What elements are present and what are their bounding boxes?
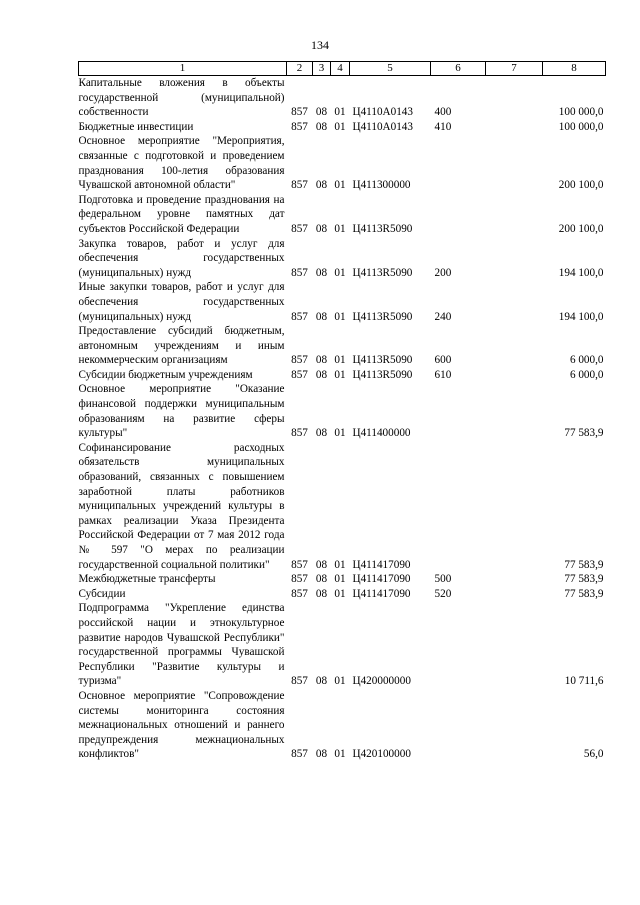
amount: 6 000,0 (569, 368, 604, 381)
table-row (79, 76, 606, 120)
subsection-code: 01 (334, 748, 346, 761)
section-code: 08 (315, 427, 328, 440)
admin-code: 857 (291, 354, 308, 367)
table-row (79, 134, 606, 192)
header-col-7: 7 (486, 62, 543, 76)
col-7-value (486, 134, 543, 192)
section-code: 08 (315, 266, 328, 279)
target-article-code: Ц411417090 (352, 587, 411, 600)
admin-code: 857 (291, 573, 308, 586)
target-article-code: Ц420100000 (352, 748, 411, 761)
amount: 77 583,9 (564, 587, 604, 600)
section-code: 08 (315, 573, 328, 586)
header-col-3: 3 (313, 62, 331, 76)
amount: 10 711,6 (564, 675, 604, 688)
table-header-row (79, 62, 606, 76)
admin-code: 857 (291, 266, 308, 279)
section-code: 08 (315, 675, 328, 688)
amount: 194 100,0 (558, 266, 604, 279)
amount: 194 100,0 (558, 310, 604, 323)
amount: 100 000,0 (558, 106, 604, 119)
section-code: 08 (315, 587, 328, 600)
row-name: Основное мероприятие "Мероприятия, связанные с подготовкой и проведением празднования 100-летия образования Чувашской автономной области" (78, 135, 285, 192)
amount: 200 100,0 (558, 222, 604, 235)
header-col-4: 4 (331, 62, 350, 76)
target-article-code: Ц411400000 (352, 427, 411, 440)
row-name: Субсидии бюджетным учреждениям (78, 368, 253, 381)
col-7-value (486, 368, 543, 383)
subsection-code: 01 (334, 558, 346, 571)
target-article-code: Ц4113R5090 (352, 266, 413, 279)
col-7-value (486, 441, 543, 572)
col-7-value (486, 572, 543, 587)
table-row (79, 237, 606, 281)
col-7-value (486, 382, 543, 440)
table-row (79, 587, 606, 602)
amount: 77 583,9 (564, 427, 604, 440)
row-name: Софинансирование расходных обязательств муниципальных образований, связанных с повышением заработной платы работников муниципальных учреждений культуры в рамках реализации Указа Президента Российской Федерации от 7 мая 2012 года № 597 "О мерах по реализации государственной социальной политики" (78, 441, 285, 571)
target-article-code: Ц411417090 (352, 573, 411, 586)
table-row (79, 441, 606, 572)
col-7-value (486, 193, 543, 237)
admin-code: 857 (291, 106, 308, 119)
col-7-value (486, 237, 543, 281)
subsection-code: 01 (334, 675, 346, 688)
col-7-value (486, 324, 543, 368)
admin-code: 857 (291, 675, 308, 688)
header-col-5: 5 (350, 62, 431, 76)
amount: 56,0 (583, 748, 604, 761)
subsection-code: 01 (334, 587, 346, 600)
section-code: 08 (315, 106, 328, 119)
target-article-code: Ц4113R5090 (352, 354, 413, 367)
header-col-1: 1 (79, 62, 287, 76)
subsection-code: 01 (334, 368, 346, 381)
subsection-code: 01 (334, 266, 346, 279)
section-code: 08 (315, 748, 328, 761)
expense-type-code (431, 601, 486, 689)
row-name: Межбюджетные трансферты (78, 573, 216, 586)
admin-code: 857 (291, 558, 308, 571)
row-name: Предоставление субсидий бюджетным, автономным учреждениям и иным некоммерческим организациям (78, 325, 285, 367)
section-code: 08 (315, 310, 328, 323)
expense-type-code: 400 (434, 106, 452, 119)
admin-code: 857 (291, 587, 308, 600)
page-number: 134 (311, 38, 329, 52)
target-article-code: Ц4113R5090 (352, 368, 413, 381)
section-code: 08 (315, 179, 328, 192)
amount: 200 100,0 (558, 179, 604, 192)
row-name: Бюджетные инвестиции (78, 120, 194, 133)
budget-table (78, 61, 606, 762)
col-7-value (486, 601, 543, 689)
admin-code: 857 (291, 179, 308, 192)
row-name: Иные закупки товаров, работ и услуг для обеспечения государственных (муниципальных) нужд (78, 281, 285, 323)
expense-type-code (431, 193, 486, 237)
row-name: Капитальные вложения в объекты государственной (муниципальной) собственности (78, 77, 285, 119)
col-7-value (486, 76, 543, 120)
table-row (79, 280, 606, 324)
header-col-8: 8 (543, 62, 606, 76)
col-7-value (486, 689, 543, 762)
admin-code: 857 (291, 427, 308, 440)
row-name: Основное мероприятие "Оказание финансовой поддержки муниципальным образованиям на развитие сферы культуры" (78, 383, 285, 440)
table-row (79, 382, 606, 440)
admin-code: 857 (291, 310, 308, 323)
admin-code: 857 (291, 120, 308, 133)
amount: 100 000,0 (558, 120, 604, 133)
expense-type-code (431, 134, 486, 192)
table-row (79, 324, 606, 368)
amount: 77 583,9 (564, 558, 604, 571)
expense-type-code: 520 (434, 587, 452, 600)
expense-type-code (431, 441, 486, 572)
header-col-6: 6 (431, 62, 486, 76)
target-article-code: Ц4110А0143 (352, 106, 413, 119)
subsection-code: 01 (334, 427, 346, 440)
expense-type-code (431, 382, 486, 440)
section-code: 08 (315, 354, 328, 367)
row-name: Основное мероприятие "Сопровождение системы мониторинга состояния межнациональных отношений и раннего предупреждения межнациональных конфликтов" (78, 689, 285, 761)
row-name: Закупка товаров, работ и услуг для обеспечения государственных (муниципальных) нужд (78, 237, 285, 279)
col-7-value (486, 120, 543, 135)
subsection-code: 01 (334, 573, 346, 586)
expense-type-code: 500 (434, 573, 452, 586)
section-code: 08 (315, 222, 328, 235)
table-row (79, 689, 606, 762)
admin-code: 857 (291, 748, 308, 761)
expense-type-code: 610 (434, 368, 452, 381)
header-col-2: 2 (287, 62, 313, 76)
admin-code: 857 (291, 368, 308, 381)
section-code: 08 (315, 120, 328, 133)
table-row (79, 368, 606, 383)
expense-type-code: 410 (434, 120, 452, 133)
table-row (79, 193, 606, 237)
expense-type-code (431, 689, 486, 762)
col-7-value (486, 280, 543, 324)
target-article-code: Ц4113R5090 (352, 222, 413, 235)
section-code: 08 (315, 558, 328, 571)
expense-type-code: 200 (434, 266, 452, 279)
expense-type-code: 240 (434, 310, 452, 323)
amount: 6 000,0 (569, 354, 604, 367)
subsection-code: 01 (334, 179, 346, 192)
expense-type-code: 600 (434, 354, 452, 367)
amount: 77 583,9 (564, 573, 604, 586)
target-article-code: Ц411300000 (352, 179, 411, 192)
row-name: Субсидии (78, 587, 126, 600)
target-article-code: Ц4110А0143 (352, 120, 413, 133)
row-name: Подпрограмма "Укрепление единства российской нации и этнокультурное развитие народов Чувашской Республики" государственной программы Чувашской Республики "Развитие культуры и туризма" (78, 602, 285, 688)
section-code: 08 (315, 368, 328, 381)
admin-code: 857 (291, 222, 308, 235)
subsection-code: 01 (334, 106, 346, 119)
subsection-code: 01 (334, 120, 346, 133)
row-name: Подготовка и проведение празднования на федеральном уровне памятных дат субъектов Российской Федерации (78, 193, 285, 235)
subsection-code: 01 (334, 310, 346, 323)
table-row (79, 601, 606, 689)
table-row (79, 120, 606, 135)
col-7-value (486, 587, 543, 602)
subsection-code: 01 (334, 222, 346, 235)
target-article-code: Ц4113R5090 (352, 310, 413, 323)
subsection-code: 01 (334, 354, 346, 367)
table-row (79, 572, 606, 587)
target-article-code: Ц420000000 (352, 675, 411, 688)
target-article-code: Ц411417090 (352, 558, 411, 571)
